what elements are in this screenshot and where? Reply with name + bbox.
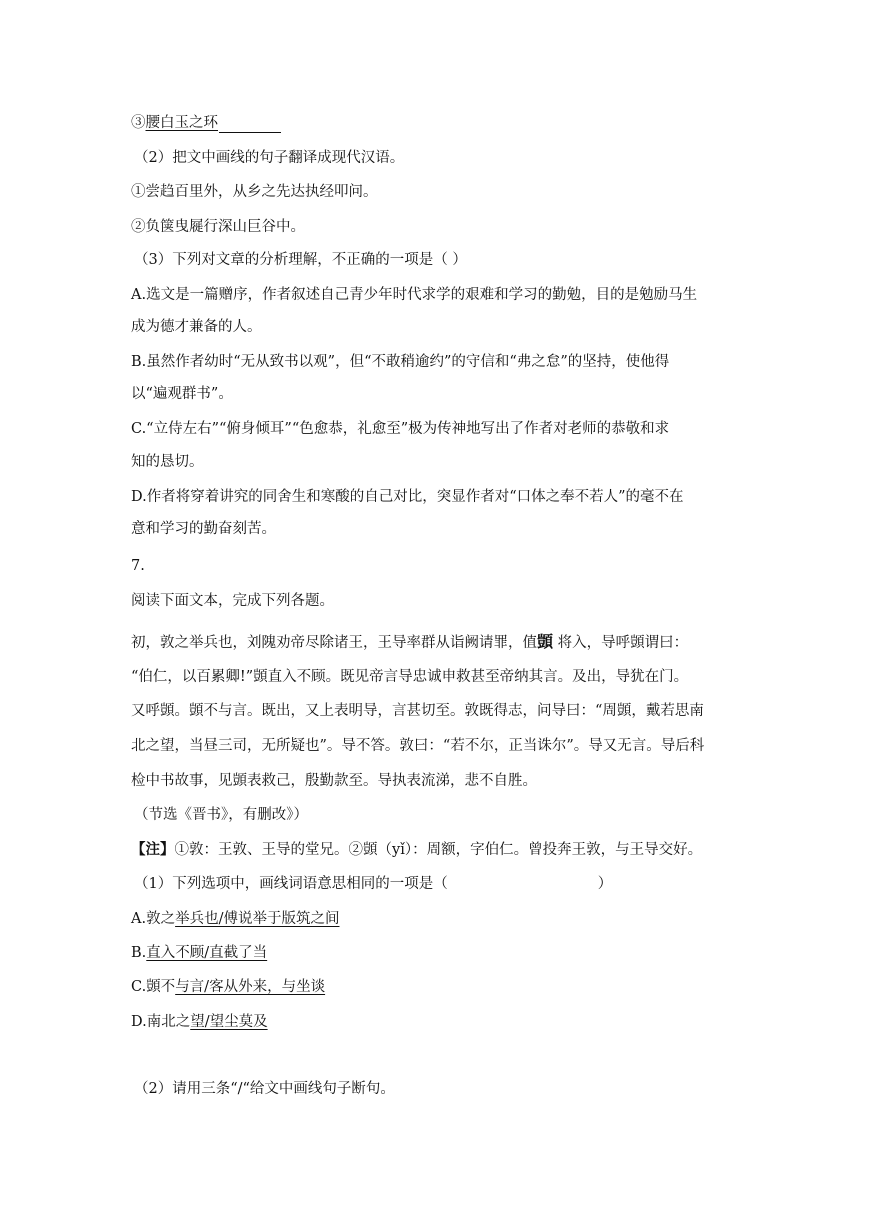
passage-line-1: 初，敦之举兵也，刘隗劝帝尽除诸王，王导率群从诣阙请罪，值顗 将入，导呼顗谓曰：: [131, 632, 689, 651]
question-1-prompt: （1）下列选项中，画线词语意思相同的一项是（ ）: [134, 876, 613, 892]
note-label: 【注】: [131, 841, 175, 858]
annotation-note: 【注】①敦：王敦、王导的堂兄。②顗（yǐ）：周额，字伯仁。曾投奔王敦，与王导交好。: [131, 841, 703, 858]
option-b-line-1: B.虽然作者幼时“无从致书以观”，但“不敢稍逾约”的守信和“弗之怠”的坚持，使他得: [131, 354, 670, 370]
translation-sentence-2: ②负箧曳屣行深山巨谷中。: [131, 219, 305, 235]
passage-line-5: 检中书故事，见顗表救己，殷勤款至。导执表流涕，悲不自胜。: [131, 773, 537, 789]
choice-d: D.南北之望/望尘莫及: [131, 1014, 268, 1030]
answer-blank: [219, 118, 281, 133]
option-d-line-2: 意和学习的勤奋刻苦。: [131, 521, 276, 537]
choice-b: B.直入不顾/直截了当: [131, 945, 268, 961]
option-b-line-2: 以“遍观群书”。: [131, 386, 233, 402]
option-c-line-2: 知的恳切。: [131, 454, 204, 470]
source-note: （节选《晋书》，有删改》）: [134, 807, 308, 823]
question-3-prompt: （3）下列对文章的分析理解，不正确的一项是（ ）: [134, 252, 467, 268]
underlined-phrase: 腰白玉之环: [145, 115, 218, 131]
option-a-line-1: A.选文是一篇赠序，作者叙述自己青少年时代求学的艰难和学习的勤勉，目的是勉励马生: [131, 287, 698, 303]
choice-c: C.顗不与言/客从外来，与坐谈: [131, 979, 326, 995]
option-a-line-2: 成为德才兼备的人。: [131, 319, 262, 335]
reading-instruction: 阅读下面文本，完成下列各题。: [131, 593, 334, 609]
passage-line-2: “伯仁，以百累卿!”顗直入不顾。既见帝言导忠诚申救甚至帝纳其言。及出，导犹在门。: [131, 669, 689, 685]
question-2-segmentation: （2）请用三条“/“给文中画线句子断句。: [134, 1081, 395, 1097]
option-d-line-1: D.作者将穿着讲究的同舍生和寒酸的自己对比，突显作者对“口体之奉不若人”的毫不在: [131, 489, 684, 505]
special-character: 顗: [537, 632, 554, 651]
translation-sentence-1: ①尝趋百里外，从乡之先达执经叩问。: [131, 184, 378, 200]
choice-a: A.敦之举兵也/傅说举于版筑之间: [131, 911, 340, 927]
item-3-line: ③腰白玉之环: [131, 113, 281, 133]
question-number-7: 7.: [131, 558, 145, 574]
question-2-prompt: （2）把文中画线的句子翻译成现代汉语。: [134, 150, 405, 166]
passage-line-4: 北之望，当昼三司，无所疑也”。导不答。敦曰：“若不尔，正当诛尔”。导又无言。导后科: [131, 738, 705, 754]
passage-line-3: 又呼顗。顗不与言。既出，又上表明导，言甚切至。敦既得志，问导曰：“周顗，戴若思南: [131, 703, 704, 719]
option-c-line-1: C.“立侍左右”“俯身倾耳”“色愈恭，礼愈至”极为传神地写出了作者对老师的恭敬和求: [131, 421, 670, 437]
